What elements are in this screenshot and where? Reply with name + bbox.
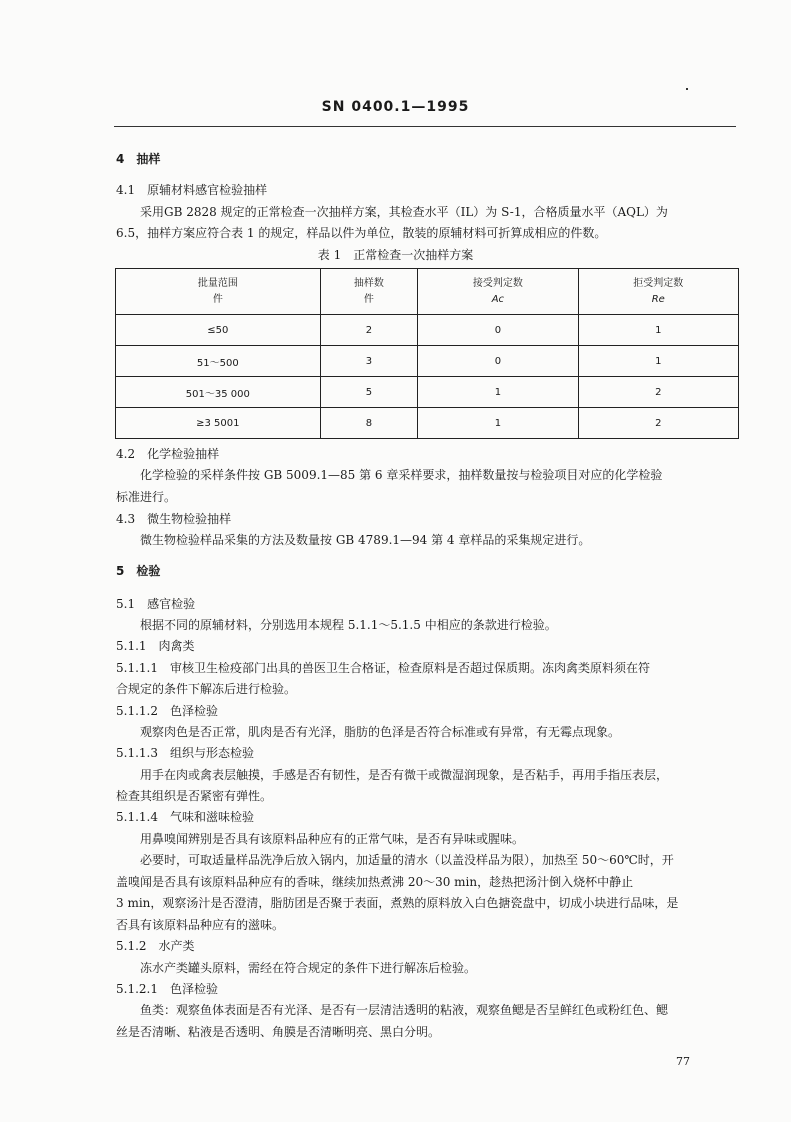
paragraph-line: 冻水产类罐头原料，需经在符合规定的条件下进行解冻后检验。 [140, 961, 477, 975]
section-5-1-2-heading [116, 938, 195, 954]
table-cell: 2 [578, 377, 738, 408]
table-cell: 51～500 [116, 346, 321, 377]
table-row [116, 377, 739, 408]
speck [686, 88, 688, 90]
table-row [116, 315, 739, 346]
paragraph-line: 用手在肉或禽表层触摸，手感是否有韧性，是否有微干或微湿润现象，是否粘手，再用手指压表层， [140, 768, 669, 782]
section-5-1-heading [116, 596, 195, 612]
section-number: 5.1.2 [116, 939, 147, 953]
paragraph-line: 检查其组织是否紧密有弹性。 [116, 789, 273, 803]
section-title: 原辅材料感官检验抽样 [147, 183, 268, 197]
section-number: 4 [116, 152, 125, 166]
column-header: 拒受判定数 Re [578, 269, 738, 315]
table-caption: 表 1 正常检查一次抽样方案 [317, 248, 474, 262]
section-title: 化学检验抽样 [147, 447, 220, 461]
column-header: 抽样数 件 [320, 269, 418, 315]
paragraph-line: 否具有该原料品种应有的滋味。 [116, 918, 285, 932]
section-title: 肉禽类 [158, 639, 195, 653]
section-number: 5.1 [116, 597, 136, 611]
section-title: 组织与形态检验 [169, 746, 254, 760]
paragraph-line: 根据不同的原辅材料，分别选用本规程 5.1.1～5.1.5 中相应的条款进行检验。 [140, 618, 557, 632]
section-title: 微生物检验抽样 [147, 512, 232, 526]
table-cell: 2 [578, 408, 738, 439]
table-cell: 8 [320, 408, 418, 439]
paragraph-line: 盖嗅闻是否具有该原料品种应有的香味，继续加热煮沸 20～30 min，趁热把汤汁倒入烧杯中静止 [116, 875, 634, 889]
section-number: 5.1.1.4 [116, 810, 158, 824]
section-title: 水产类 [158, 939, 195, 953]
table-cell: ≥3 5001 [116, 408, 321, 439]
table-cell: 3 [320, 346, 418, 377]
table-cell: 2 [320, 315, 418, 346]
paragraph-line: 微生物检验样品采集的方法及数量按 GB 4789.1—94 第 4 章样品的采集规定进行。 [140, 533, 591, 547]
section-title: 气味和滋味检验 [169, 810, 254, 824]
paragraph-line: 合规定的条件下解冻后进行检验。 [116, 682, 297, 696]
table-cell: 1 [578, 346, 738, 377]
section-number: 5.1.1.2 [116, 704, 158, 718]
section-5-1-1-heading [116, 638, 195, 654]
paragraph-line: 必要时，可取适量样品洗净后放入锅内，加适量的清水（以盖没样品为限），加热至 50～60℃时，开 [140, 853, 674, 867]
section-number: 5 [116, 564, 125, 578]
section-number: 5.1.2.1 [116, 982, 158, 996]
section-5-1-1-3-heading [116, 745, 254, 761]
section-4-2-heading [116, 446, 219, 462]
section-4-3-heading [116, 511, 231, 527]
table-cell: 5 [320, 377, 418, 408]
section-title: 抽样 [136, 152, 161, 166]
section-5-heading [116, 563, 160, 579]
paragraph-line: 3 min，观察汤汁是否澄清，脂肪团是否聚于表面，煮熟的原料放入白色搪瓷盘中，切成小块进行品味，是 [116, 896, 679, 910]
table-cell: 0 [418, 346, 578, 377]
standard-number-header: SN 0400.1—1995 [321, 99, 470, 115]
section-title: 色泽检验 [169, 982, 218, 996]
paragraph-line: 采用GB 2828 规定的正常检查一次抽样方案，其检查水平（IL）为 S-1，合格质量水平（AQL）为 [140, 205, 668, 219]
section-title: 色泽检验 [169, 704, 218, 718]
paragraph-line: 鱼类：观察鱼体表面是否有光泽、是否有一层清洁透明的粘液，观察鱼鳃是否呈鲜红色或粉红色、鳃 [140, 1003, 669, 1017]
table-cell: 1 [578, 315, 738, 346]
section-4-heading [116, 151, 160, 167]
paragraph-line: 观察肉色是否正常，肌肉是否有光泽，脂肪的色泽是否符合标准或有异常，有无霉点现象。 [140, 725, 621, 739]
table-row [116, 346, 739, 377]
paragraph-line: 化学检验的采样条件按 GB 5009.1—85 第 6 章采样要求，抽样数量按与检验项目对应的化学检验 [140, 468, 663, 482]
section-number: 5.1.1.3 [116, 746, 158, 760]
section-title: 检验 [136, 564, 161, 578]
table-cell: 1 [418, 408, 578, 439]
section-number: 4.2 [116, 447, 136, 461]
section-number: 4.1 [116, 183, 136, 197]
paragraph-line [116, 660, 650, 676]
paragraph-line: 6.5，抽样方案应符合表 1 的规定，样品以件为单位，散装的原辅材料可折算成相应的件数。 [116, 226, 607, 240]
section-number: 5.1.1 [116, 639, 147, 653]
table-header-row [116, 269, 739, 315]
section-5-1-1-2-heading [116, 703, 218, 719]
table-cell: 501～35 000 [116, 377, 321, 408]
header-rule [114, 126, 736, 127]
paragraph-line: 丝是否清晰、粘液是否透明、角膜是否清晰明亮、黑白分明。 [116, 1025, 441, 1039]
column-header: 批量范围 件 [116, 269, 321, 315]
table-cell: ≤50 [116, 315, 321, 346]
table-cell: 1 [418, 377, 578, 408]
section-number: 5.1.1.1 [116, 661, 158, 675]
section-5-1-2-1-heading [116, 981, 218, 997]
section-title: 感官检验 [147, 597, 196, 611]
table-cell: 0 [418, 315, 578, 346]
column-header: 接受判定数 Ac [418, 269, 578, 315]
page-number: 77 [676, 1055, 690, 1068]
table-row [116, 408, 739, 439]
section-5-1-1-4-heading [116, 809, 254, 825]
paragraph-text: 审核卫生检疫部门出具的兽医卫生合格证，检查原料是否超过保质期。冻肉禽类原料须在符 [169, 661, 650, 675]
section-number: 4.3 [116, 512, 136, 526]
section-4-1-heading [116, 182, 267, 198]
sampling-plan-table [115, 268, 739, 439]
paragraph-line: 用鼻嗅闻辨别是否具有该原料品种应有的正常气味，是否有异味或腥味。 [140, 832, 525, 846]
paragraph-line: 标准进行。 [116, 490, 177, 504]
